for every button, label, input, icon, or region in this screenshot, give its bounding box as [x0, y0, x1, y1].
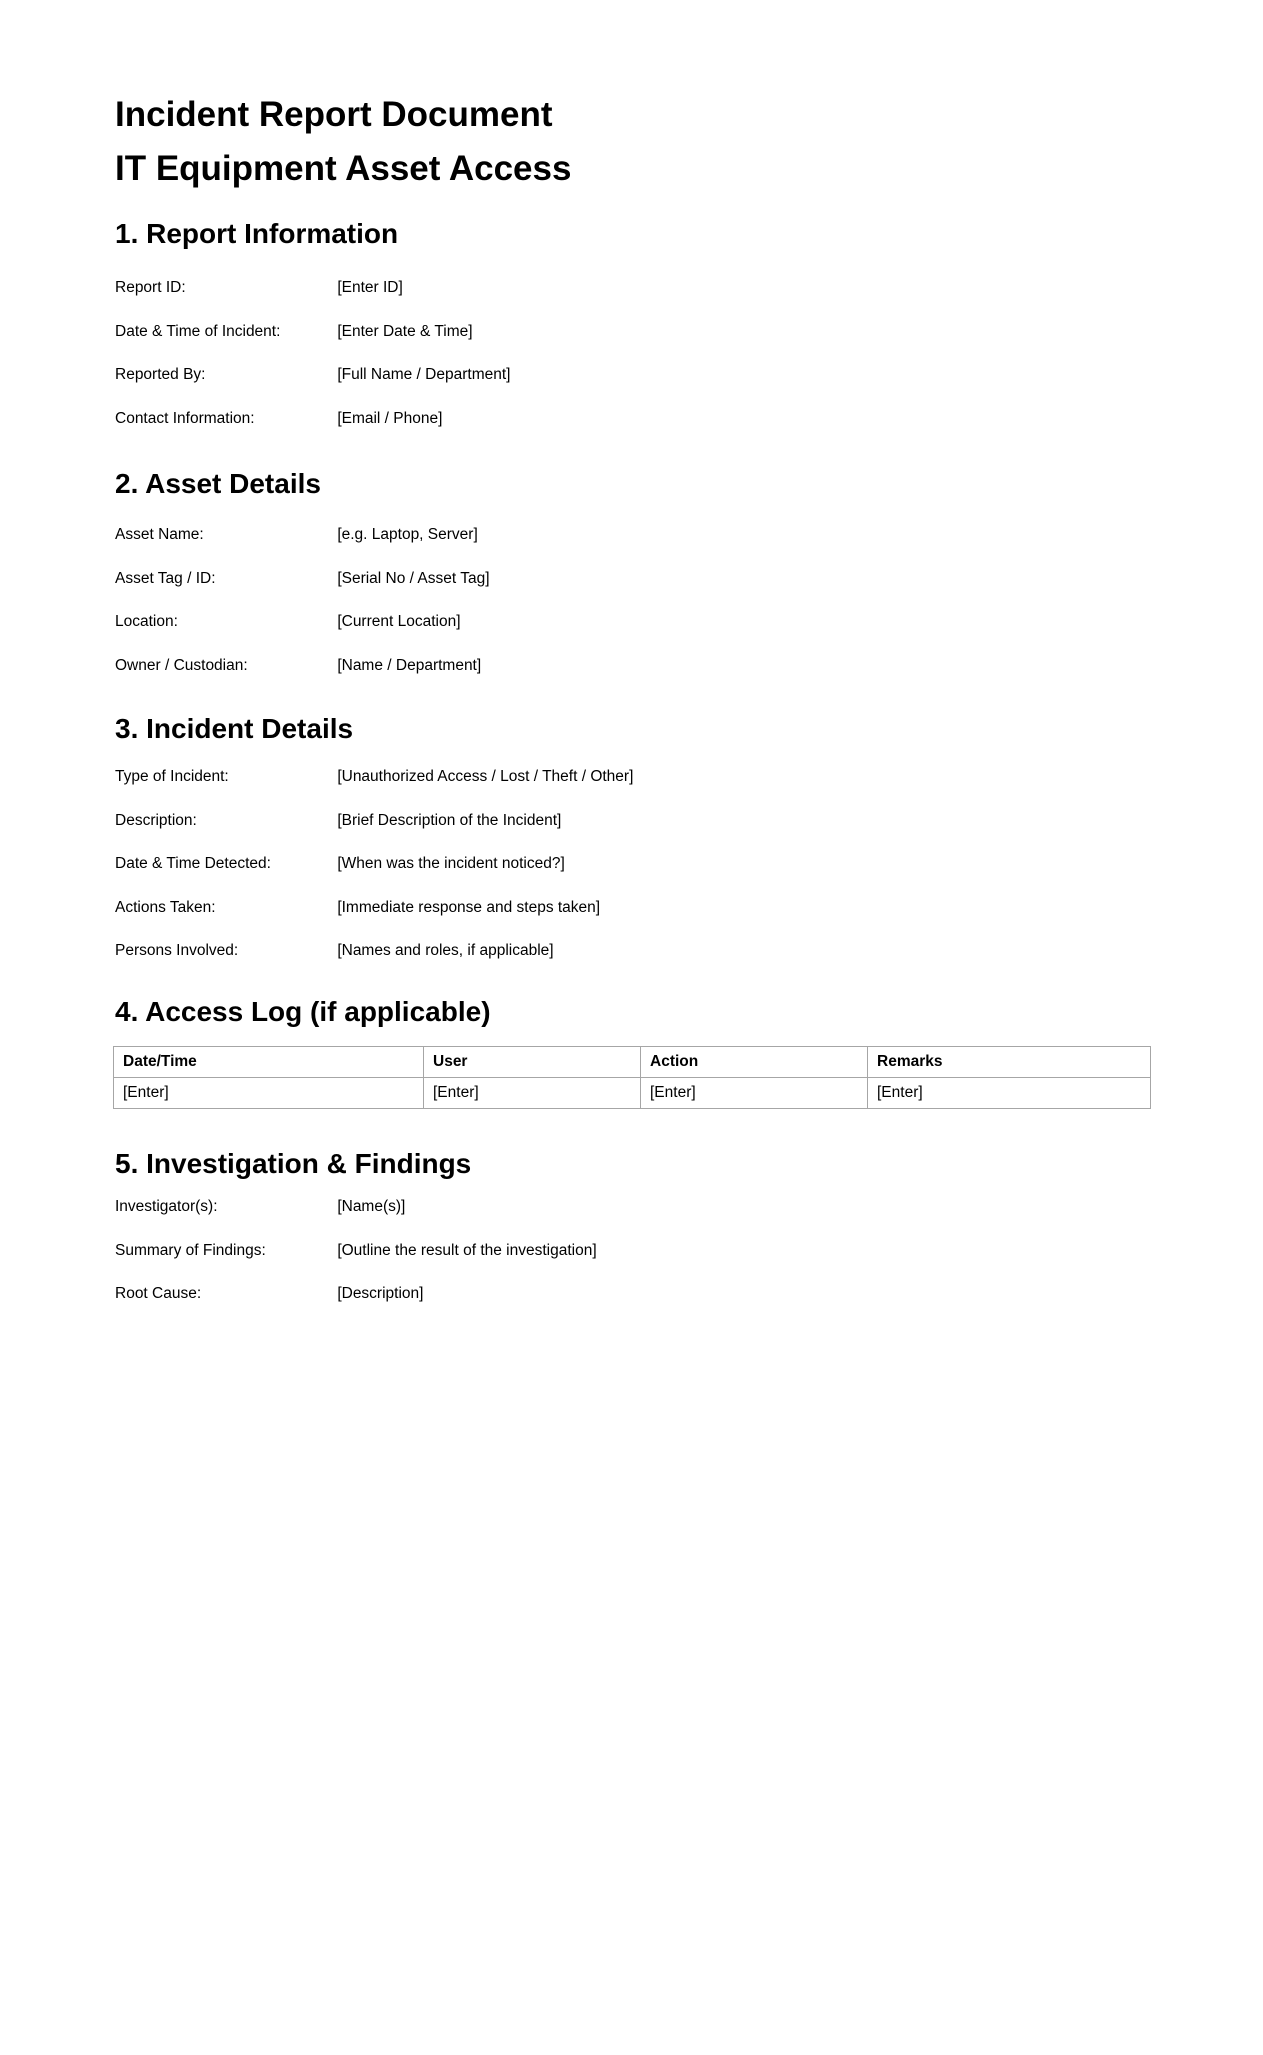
field-value-placeholder: [Full Name / Department] — [337, 366, 511, 383]
field-row-date-time-detected — [115, 856, 633, 872]
field-label: Asset Tag / ID: — [115, 569, 216, 587]
field-value-placeholder: [Unauthorized Access / Lost / Theft / Other] — [337, 768, 634, 785]
field-value-placeholder: [Serial No / Asset Tag] — [337, 569, 490, 587]
field-row-investigators — [115, 1199, 597, 1215]
column-header-remarks: Remarks — [868, 1047, 1151, 1078]
field-label: Report ID: — [115, 279, 186, 296]
field-value-placeholder: [e.g. Laptop, Server] — [337, 526, 478, 543]
section-rows-investigation-findings — [115, 1199, 597, 1302]
section-heading-report-information: 1. Report Information — [115, 218, 399, 249]
access-log-header-row — [114, 1047, 1151, 1078]
field-row-owner-custodian — [115, 658, 490, 674]
field-label: Summary of Findings: — [115, 1241, 266, 1259]
field-row-contact-information — [115, 411, 510, 427]
field-label: Contact Information: — [115, 409, 255, 427]
document-title — [115, 88, 571, 196]
section-heading-investigation-findings: 5. Investigation & Findings — [115, 1148, 472, 1179]
field-row-summary-of-findings — [115, 1243, 597, 1259]
section-rows-report-information — [115, 280, 510, 454]
column-header-user: User — [424, 1047, 641, 1078]
field-value-placeholder: [Current Location] — [337, 613, 461, 630]
document-title-line1: Incident Report Document — [115, 95, 553, 134]
field-value-placeholder: [Email / Phone] — [337, 409, 443, 427]
field-label: Reported By: — [115, 366, 206, 383]
field-value-placeholder: [Enter ID] — [337, 279, 403, 296]
section-heading-asset-details: 2. Asset Details — [115, 468, 321, 499]
field-label: Date & Time of Incident: — [115, 322, 281, 340]
field-value-placeholder: [Enter Date & Time] — [337, 322, 473, 340]
section-rows-asset-details — [115, 527, 490, 701]
field-row-description — [115, 813, 633, 829]
field-row-location — [115, 614, 490, 630]
field-label: Type of Incident: — [115, 768, 229, 785]
field-row-root-cause — [115, 1286, 597, 1302]
field-value-placeholder: [Outline the result of the investigation] — [337, 1241, 597, 1259]
field-row-asset-name — [115, 527, 490, 543]
column-header-date-time: Date/Time — [114, 1047, 424, 1078]
access-log-table-container — [113, 1046, 1151, 1109]
field-row-actions-taken — [115, 900, 633, 916]
field-value-placeholder: [Names and roles, if applicable] — [337, 942, 554, 959]
table-cell-action: [Enter] — [641, 1078, 868, 1109]
field-value-placeholder: [Name(s)] — [337, 1198, 406, 1215]
field-label: Investigator(s): — [115, 1198, 218, 1215]
field-label: Owner / Custodian: — [115, 656, 248, 674]
field-label: Persons Involved: — [115, 942, 239, 959]
field-row-date-time-of-incident — [115, 324, 510, 340]
access-log-data-row — [114, 1078, 1151, 1109]
table-cell-date-time: [Enter] — [114, 1078, 424, 1109]
section-heading-access-log: 4. Access Log (if applicable) — [115, 996, 491, 1027]
table-cell-remarks: [Enter] — [868, 1078, 1151, 1109]
field-value-placeholder: [When was the incident noticed?] — [337, 855, 565, 872]
field-value-placeholder: [Name / Department] — [337, 656, 482, 674]
document-title-line2: IT Equipment Asset Access — [115, 149, 572, 188]
field-value-placeholder: [Brief Description of the Incident] — [337, 811, 562, 829]
field-row-persons-involved — [115, 943, 633, 959]
field-value-placeholder: [Description] — [337, 1285, 424, 1302]
section-heading-incident-details: 3. Incident Details — [115, 713, 354, 744]
field-label: Location: — [115, 613, 178, 630]
access-log-table — [113, 1046, 1151, 1109]
field-row-reported-by — [115, 367, 510, 383]
field-label: Root Cause: — [115, 1285, 202, 1302]
field-row-type-of-incident — [115, 769, 633, 785]
field-label: Asset Name: — [115, 526, 204, 543]
field-label: Actions Taken: — [115, 898, 216, 916]
field-label: Date & Time Detected: — [115, 855, 271, 872]
field-value-placeholder: [Immediate response and steps taken] — [337, 898, 601, 916]
field-row-asset-tag-id — [115, 571, 490, 587]
field-label: Description: — [115, 811, 197, 829]
field-row-report-id — [115, 280, 510, 296]
section-rows-incident-details — [115, 769, 633, 987]
column-header-action: Action — [641, 1047, 868, 1078]
table-cell-user: [Enter] — [424, 1078, 641, 1109]
